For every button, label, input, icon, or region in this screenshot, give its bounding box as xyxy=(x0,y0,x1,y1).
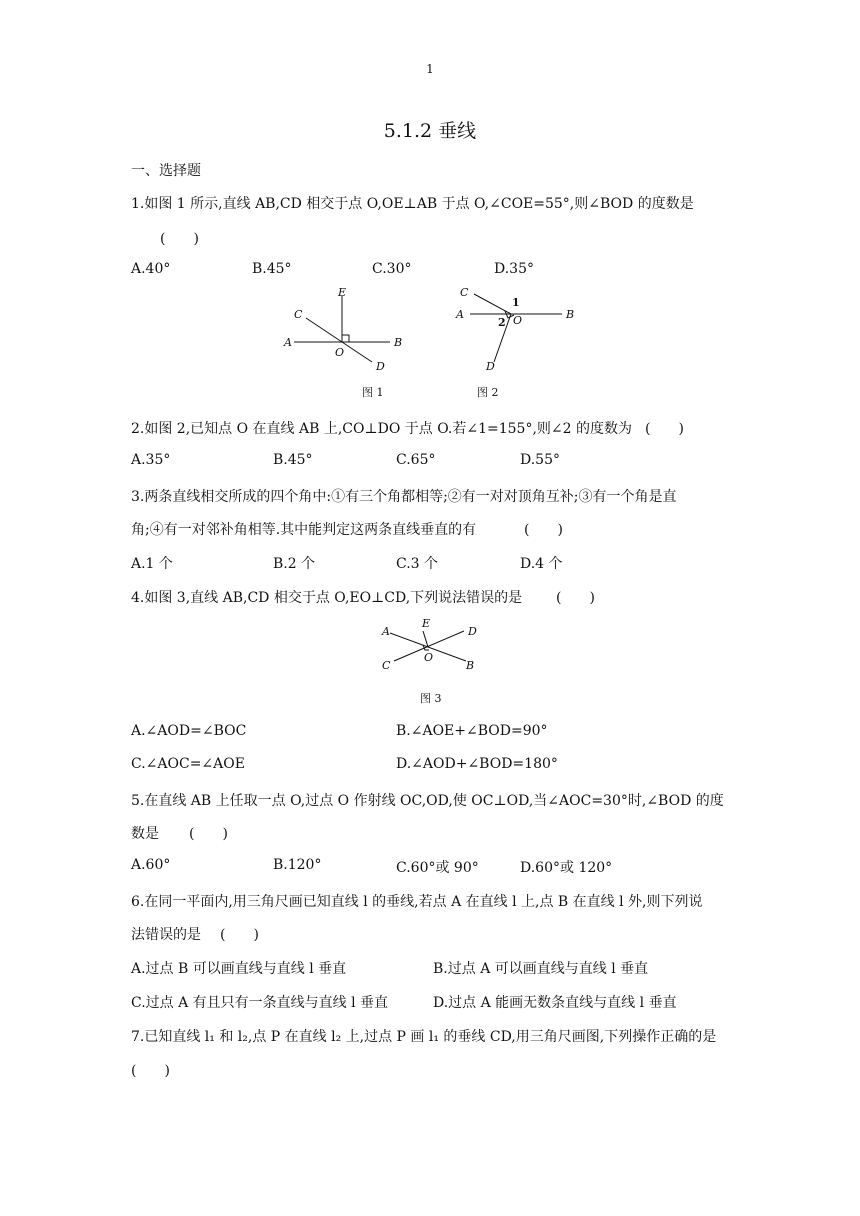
question-4-option-c: C.∠AOC=∠AOE xyxy=(131,756,245,772)
question-6-stem-line-1: 6.在同一平面内,用三角尺画已知直线 l 的垂线,若点 A 在直线 l 上,点 B 在直线 l 外,则下列说 xyxy=(131,894,703,910)
question-3-stem-line-1: 3.两条直线相交所成的四个角中:①有三个角都相等;②有一对对顶角互补;③有一个角是直 xyxy=(131,489,677,505)
figure-1-caption: 图 1 xyxy=(362,386,384,399)
fig3-label-a: A xyxy=(382,625,390,638)
question-3-option-c: C.3 个 xyxy=(396,556,439,572)
question-3-stem-line-2: 角;④有一对邻补角相等.其中能判定这两条直线垂直的有 xyxy=(131,522,477,538)
question-1-paren: ( ) xyxy=(160,231,199,247)
question-4-option-d: D.∠AOD+∠BOD=180° xyxy=(396,756,558,772)
question-5-option-c: C.60°或 90° xyxy=(396,860,479,876)
question-7-stem: 7.已知直线 l₁ 和 l₂,点 P 在直线 l₂ 上,过点 P 画 l₁ 的垂线 CD,用三角尺画图,下列操作正确的是 xyxy=(131,1029,717,1045)
question-4-option-a: A.∠AOD=∠BOC xyxy=(131,723,247,739)
question-5-stem-line-2: 数是 xyxy=(131,826,159,842)
question-3-option-d: D.4 个 xyxy=(520,556,563,572)
fig3-label-d: D xyxy=(468,625,477,638)
figure-3-caption: 图 3 xyxy=(420,692,442,705)
question-6-option-a: A.过点 B 可以画直线与直线 l 垂直 xyxy=(131,961,347,977)
section-heading: 一、选择题 xyxy=(131,163,201,179)
fig2-label-2: 2 xyxy=(498,316,506,329)
fig2-label-d: D xyxy=(486,360,495,373)
fig1-label-o: O xyxy=(335,346,345,359)
question-5-paren: ( ) xyxy=(189,826,228,842)
fig2-label-1: 1 xyxy=(512,296,520,309)
fig1-label-a: A xyxy=(284,336,292,349)
fig2-label-c: C xyxy=(460,286,469,299)
figure-2 xyxy=(450,282,590,378)
question-2-option-a: A.35° xyxy=(131,452,171,468)
question-1-option-a: A.40° xyxy=(131,261,171,277)
fig1-label-d: D xyxy=(376,360,385,373)
fig2-label-a: A xyxy=(456,308,464,321)
question-6-option-d: D.过点 A 能画无数条直线与直线 l 垂直 xyxy=(433,995,677,1011)
fig1-label-b: B xyxy=(394,336,403,349)
question-4-paren: ( ) xyxy=(556,590,595,606)
question-5-option-d: D.60°或 120° xyxy=(520,860,613,876)
question-1-stem: 1.如图 1 所示,直线 AB,CD 相交于点 O,OE⊥AB 于点 O,∠COE=55°,则∠BOD 的度数是 xyxy=(131,196,694,212)
question-6-stem-line-2: 法错误的是 xyxy=(131,927,201,943)
question-1-option-d: D.35° xyxy=(494,261,534,277)
fig3-label-e: E xyxy=(422,617,431,630)
question-6-option-c: C.过点 A 有且只有一条直线与直线 l 垂直 xyxy=(131,995,389,1011)
question-5-option-a: A.60° xyxy=(131,857,171,873)
page-title: 5.1.2 垂线 xyxy=(383,120,477,142)
fig2-label-o: O xyxy=(513,314,523,327)
question-3-paren: ( ) xyxy=(524,522,563,538)
fig3-label-b: B xyxy=(466,659,475,672)
question-2-paren: ( ) xyxy=(645,421,684,437)
figure-2-caption: 图 2 xyxy=(477,386,499,399)
question-2-option-d: D.55° xyxy=(520,452,560,468)
figure-3 xyxy=(378,615,482,673)
fig1-label-c: C xyxy=(294,308,303,321)
question-3-option-b: B.2 个 xyxy=(273,556,316,572)
question-6-paren: ( ) xyxy=(220,927,259,943)
figure-1 xyxy=(280,282,420,378)
fig3-label-c: C xyxy=(382,659,391,672)
fig2-label-b: B xyxy=(566,308,575,321)
fig3-label-o: O xyxy=(424,651,434,664)
question-4-option-b: B.∠AOE+∠BOD=90° xyxy=(396,723,548,739)
question-1-option-c: C.30° xyxy=(372,261,412,277)
question-1-option-b: B.45° xyxy=(252,261,292,277)
question-5-option-b: B.120° xyxy=(273,857,322,873)
question-7-paren: ( ) xyxy=(131,1063,170,1079)
page-number: 1 xyxy=(426,62,434,76)
fig1-label-e: E xyxy=(338,286,347,299)
question-2-stem: 2.如图 2,已知点 O 在直线 AB 上,CO⊥DO 于点 O.若∠1=155°,则∠2 的度数为 xyxy=(131,421,632,437)
question-6-option-b: B.过点 A 可以画直线与直线 l 垂直 xyxy=(433,961,649,977)
question-3-option-a: A.1 个 xyxy=(131,556,173,572)
question-5-stem-line-1: 5.在直线 AB 上任取一点 O,过点 O 作射线 OC,OD,使 OC⊥OD,当∠AOC=30°时,∠BOD 的度 xyxy=(131,793,724,809)
question-2-option-b: B.45° xyxy=(273,452,313,468)
question-2-option-c: C.65° xyxy=(396,452,436,468)
question-4-stem: 4.如图 3,直线 AB,CD 相交于点 O,EO⊥CD,下列说法错误的是 xyxy=(131,590,523,606)
